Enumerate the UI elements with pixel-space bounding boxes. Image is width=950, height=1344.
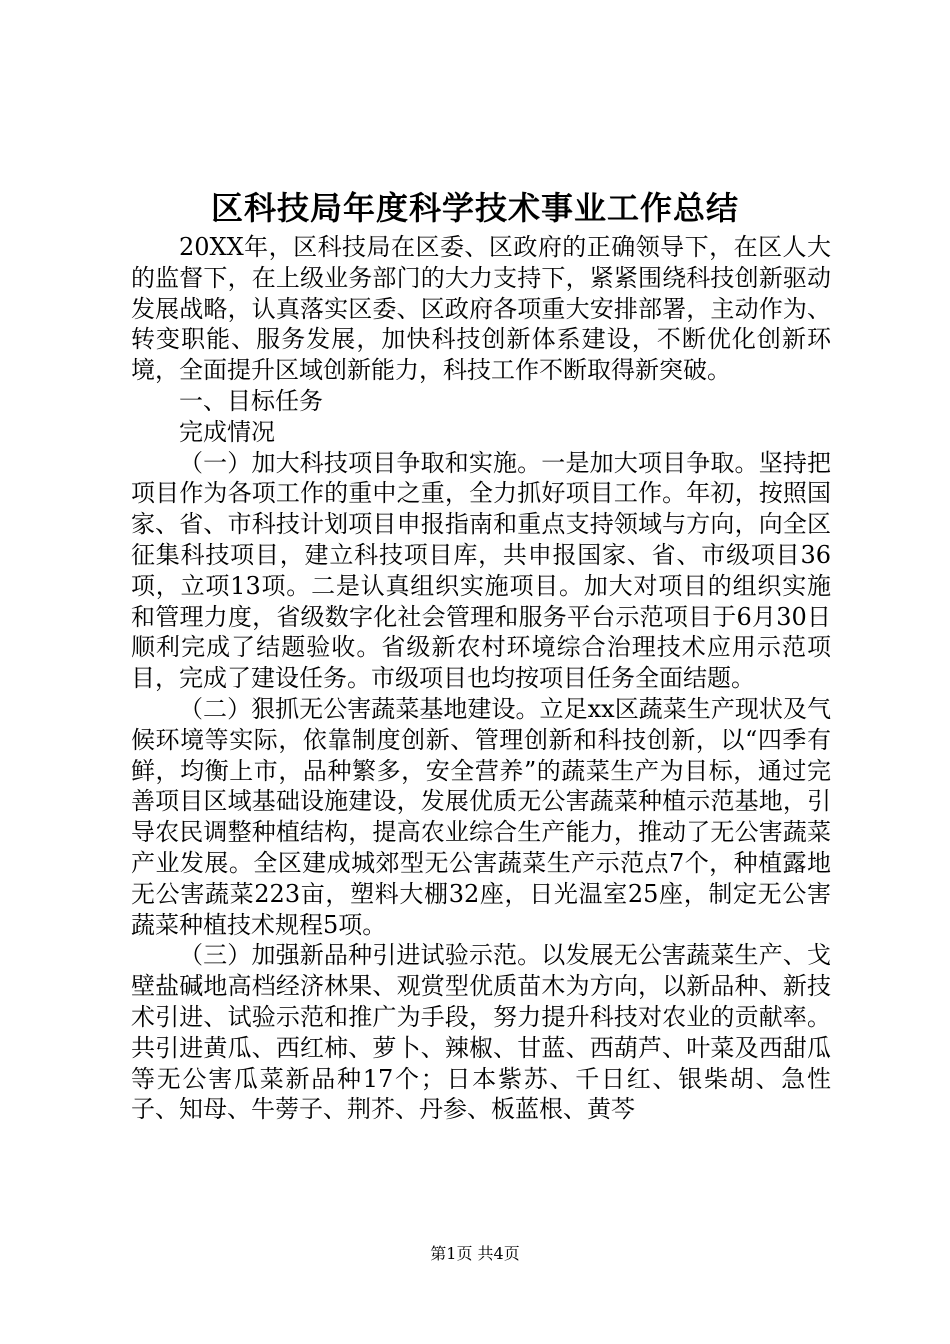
document-title: 区科技局年度科学技术事业工作总结 <box>210 189 739 227</box>
paragraph-section-2: （二）狠抓无公害蔬菜基地建设。立足xx区蔬菜生产现状及气候环境等实际，依靠制度创新、管理创新和科技创新，以“四季有鲜，均衡上市，品种繁多，安全营养”的蔬菜生产为目标，通过完善项目区域基础设施建设，发展优质无公害蔬菜种植示范基地，引导农民调整种植结构，提高农业综合生产能力，推动了无公害蔬菜产业发展。全区建成城郊型无公害蔬菜生产示范点7个，种植露地无公害蔬菜223亩，塑料大棚32座，日光温室25座，制定无公害蔬菜种植技术规程5项。 <box>131 694 831 939</box>
section-heading-completion: 完成情况 <box>179 417 275 446</box>
document-body <box>131 232 831 1125</box>
paragraph-intro: 20XX年，区科技局在区委、区政府的正确领导下，在区人大的监督下，在上级业务部门的大力支持下，紧紧围绕科技创新驱动发展战略，认真落实区委、区政府各项重大安排部署，主动作为、转变职能、服务发展，加快科技创新体系建设，不断优化创新环境，全面提升区域创新能力，科技工作不断取得新突破。 <box>131 233 831 385</box>
paragraph-section-1: （一）加大科技项目争取和实施。一是加大项目争取。坚持把项目作为各项工作的重中之重，全力抓好项目工作。年初，按照国家、省、市科技计划项目申报指南和重点支持领域与方向，向全区征集科技项目，建立科技项目库，共申报国家、省、市级项目36项，立项13项。二是认真组织实施项目。加大对项目的组织实施和管理力度，省级数字化社会管理和服务平台示范项目于6月30日顺利完成了结题验收。省级新农村环境综合治理技术应用示范项目，完成了建设任务。市级项目也均按项目任务全面结题。 <box>131 448 831 693</box>
page-footer: 第1页 共4页 <box>430 1244 520 1263</box>
paragraph-section-3: （三）加强新品种引进试验示范。以发展无公害蔬菜生产、戈壁盐碱地高档经济林果、观赏型优质苗木为方向，以新品种、新技术引进、试验示范和推广为手段，努力提升科技对农业的贡献率。共引进黄瓜、西红柿、萝卜、辣椒、甘蓝、西葫芦、叶菜及西甜瓜等无公害瓜菜新品种17个；日本紫苏、千日红、银柴胡、急性子、知母、牛蒡子、荆芥、丹参、板蓝根、黄芩 <box>131 941 831 1124</box>
section-heading-targets: 一、目标任务 <box>179 386 323 415</box>
